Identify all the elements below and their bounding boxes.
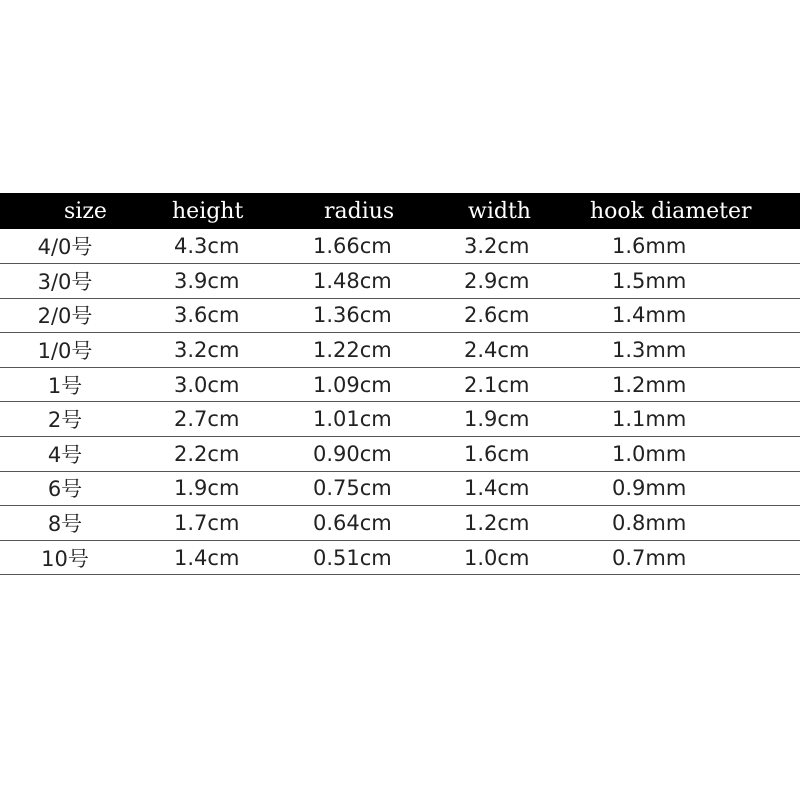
cell-radius: 0.64cm [300, 506, 446, 541]
header-hook-diameter: hook diameter [590, 198, 752, 224]
cell-hook-diameter: 0.7mm [574, 540, 800, 575]
table-row [0, 298, 800, 333]
table-row [0, 229, 800, 264]
cell-width: 1.2cm [446, 506, 574, 541]
cell-height: 3.9cm [150, 264, 300, 299]
cell-height: 3.2cm [150, 333, 300, 368]
cell-width: 3.2cm [446, 229, 574, 264]
cell-height: 1.7cm [150, 506, 300, 541]
cell-hook-diameter: 0.9mm [574, 471, 800, 506]
cell-height: 3.0cm [150, 367, 300, 402]
cell-hook-diameter: 1.2mm [574, 367, 800, 402]
cell-radius: 1.66cm [300, 229, 446, 264]
cell-radius: 1.22cm [300, 333, 446, 368]
cell-size: 3/0号 [0, 264, 150, 299]
cell-radius: 1.48cm [300, 264, 446, 299]
cell-height: 1.4cm [150, 540, 300, 575]
cell-size: 2号 [0, 402, 150, 437]
hook-size-table [0, 193, 800, 575]
cell-radius: 1.01cm [300, 402, 446, 437]
table-row [0, 367, 800, 402]
header-size: size [64, 198, 107, 224]
header-height: height [172, 198, 244, 224]
cell-size: 4号 [0, 437, 150, 472]
table-row [0, 471, 800, 506]
table-row [0, 264, 800, 299]
cell-height: 3.6cm [150, 298, 300, 333]
cell-radius: 1.09cm [300, 367, 446, 402]
cell-size: 1号 [0, 367, 150, 402]
cell-radius: 1.36cm [300, 298, 446, 333]
table-row [0, 333, 800, 368]
cell-size: 10号 [0, 540, 150, 575]
cell-width: 1.4cm [446, 471, 574, 506]
cell-width: 2.9cm [446, 264, 574, 299]
cell-hook-diameter: 1.1mm [574, 402, 800, 437]
cell-width: 1.9cm [446, 402, 574, 437]
table-row [0, 506, 800, 541]
cell-width: 2.6cm [446, 298, 574, 333]
cell-size: 1/0号 [0, 333, 150, 368]
table-row [0, 402, 800, 437]
header-radius: radius [324, 198, 395, 224]
cell-height: 2.7cm [150, 402, 300, 437]
cell-size: 6号 [0, 471, 150, 506]
cell-width: 1.6cm [446, 437, 574, 472]
cell-hook-diameter: 1.6mm [574, 229, 800, 264]
cell-size: 8号 [0, 506, 150, 541]
cell-hook-diameter: 1.0mm [574, 437, 800, 472]
table-header-row [0, 193, 800, 229]
cell-radius: 0.75cm [300, 471, 446, 506]
cell-size: 2/0号 [0, 298, 150, 333]
cell-hook-diameter: 1.5mm [574, 264, 800, 299]
cell-size: 4/0号 [0, 229, 150, 264]
cell-width: 1.0cm [446, 540, 574, 575]
table-row [0, 540, 800, 575]
cell-radius: 0.51cm [300, 540, 446, 575]
header-width: width [468, 198, 531, 224]
table-row [0, 437, 800, 472]
cell-height: 2.2cm [150, 437, 300, 472]
cell-width: 2.1cm [446, 367, 574, 402]
cell-hook-diameter: 1.4mm [574, 298, 800, 333]
cell-height: 4.3cm [150, 229, 300, 264]
cell-radius: 0.90cm [300, 437, 446, 472]
cell-width: 2.4cm [446, 333, 574, 368]
cell-height: 1.9cm [150, 471, 300, 506]
cell-hook-diameter: 0.8mm [574, 506, 800, 541]
cell-hook-diameter: 1.3mm [574, 333, 800, 368]
